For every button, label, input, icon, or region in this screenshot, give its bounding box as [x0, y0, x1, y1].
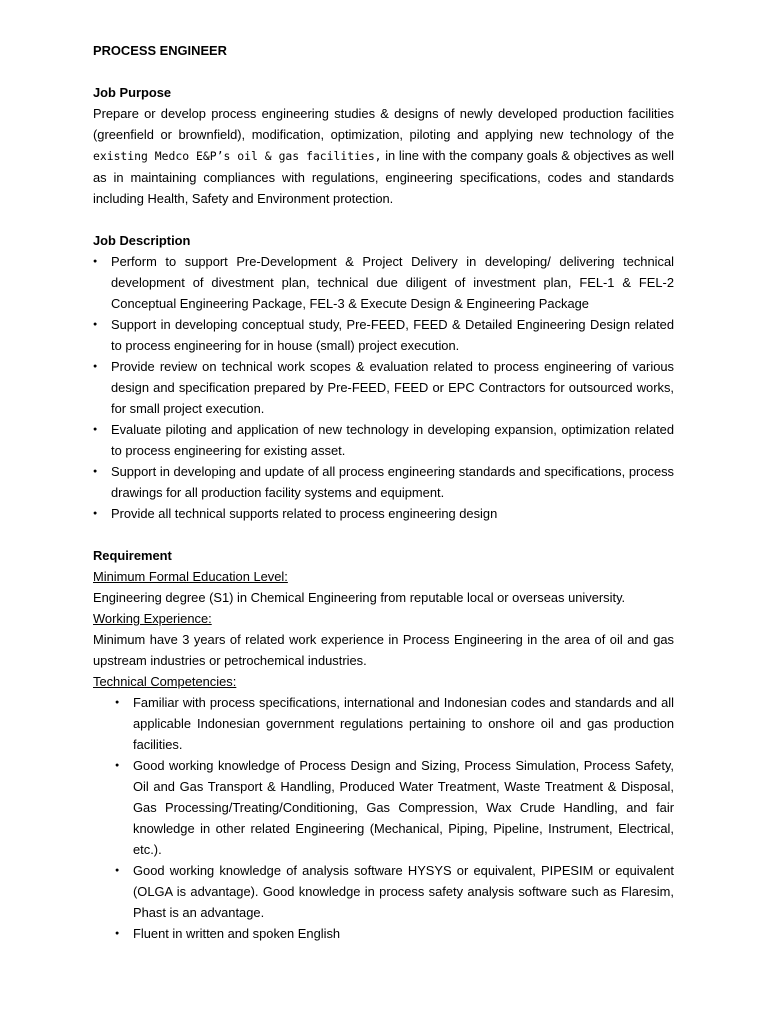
list-item: ● Familiar with process specifications, international and Indonesian codes and standards and all applicable Indonesian government regulations pertaining to onshore oil and gas production facilities.	[115, 692, 674, 755]
list-item: ● Provide review on technical work scopes & evaluation related to process engineering of various design and specification prepared by Pre-FEED, FEED or EPC Contractors for outsourced works, for small project execution.	[93, 356, 674, 419]
list-item: ● Fluent in written and spoken English	[115, 923, 674, 944]
education-label: Minimum Formal Education Level:	[93, 569, 288, 584]
technical-label: Technical Competencies:	[93, 674, 237, 689]
requirement-heading: Requirement	[93, 548, 172, 563]
spacer	[93, 524, 674, 545]
experience-label: Working Experience:	[93, 611, 212, 626]
document-title: PROCESS ENGINEER	[93, 43, 227, 58]
list-item: ● Support in developing and update of all process engineering standards and specifications, process drawings for all production facility systems and equipment.	[93, 461, 674, 503]
experience-text: Minimum have 3 years of related work experience in Process Engineering in the area of oil and gas upstream industries or petrochemical industries.	[93, 632, 674, 668]
list-item: ● Good working knowledge of Process Design and Sizing, Process Simulation, Process Safety, Oil and Gas Transport & Handling, Produced Water Treatment, Waste Treatment & Disposal, Gas Processing/Treating/Conditioning, Gas Compression, Wax Crude Handling, and fair knowledge in other related Engineering (Mechanical, Piping, Pipeline, Instrument, Electrical, etc.).	[115, 755, 674, 860]
list-item: ● Provide all technical supports related to process engineering design	[93, 503, 674, 524]
spacer	[93, 209, 674, 230]
list-item: ● Evaluate piloting and application of new technology in developing expansion, optimization related to process engineering for existing asset.	[93, 419, 674, 461]
list-item: ● Perform to support Pre-Development & Project Delivery in developing/ delivering technical development of divestment plan, technical due diligent of investment plan, FEL-1 & FEL-2 Conceptual Engineering Package, FEL-3 & Execute Design & Engineering Package	[93, 251, 674, 314]
technical-competencies-list	[93, 692, 674, 944]
job-description-heading: Job Description	[93, 233, 191, 248]
job-purpose-text	[93, 103, 674, 209]
job-purpose-text-end: in line with the company goals & objectives as well as in maintaining compliances with regulations, engineering specifications, codes and standards including Health, Safety and Environment protection.	[93, 148, 674, 206]
education-text: Engineering degree (S1) in Chemical Engineering from reputable local or overseas university.	[93, 590, 626, 605]
job-purpose-heading: Job Purpose	[93, 85, 172, 100]
list-item: ● Support in developing conceptual study, Pre-FEED, FEED & Detailed Engineering Design related to process engineering for in house (small) project execution.	[93, 314, 674, 356]
job-purpose-text-start: Prepare or develop process engineering studies & designs of newly developed production facilities (greenfield or brownfield), modification, optimization, piloting and applying new technology of the	[93, 106, 674, 142]
list-item: ● Good working knowledge of analysis software HYSYS or equivalent, PIPESIM or equivalent (OLGA is advantage). Good knowledge in process safety analysis software such as Flaresim, Phast is an advantage.	[115, 860, 674, 923]
job-purpose-company: existing Medco E&P’s oil & gas facilities,	[93, 149, 382, 163]
spacer	[93, 61, 674, 82]
job-description-list	[93, 251, 674, 524]
